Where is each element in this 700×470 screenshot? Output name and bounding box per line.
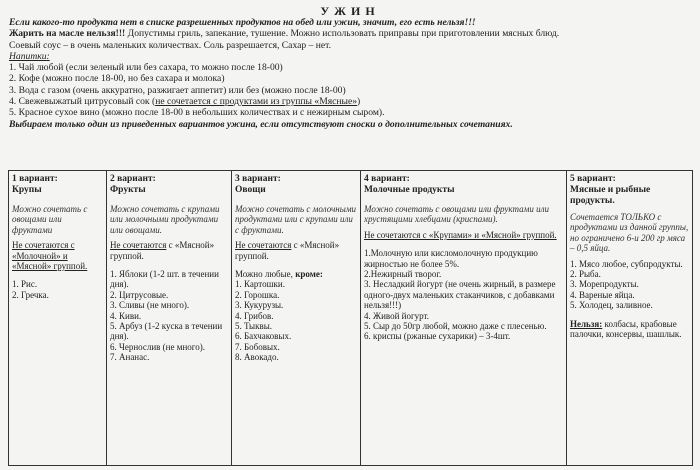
drink4-close: ) xyxy=(357,96,361,108)
forbidden-label: Нельзя: xyxy=(570,318,603,329)
list-item: 3. Несладкий йогурт (не очень жирный, в размере одного-двух маленьких стаканчиков, с добавками нельзя!!!) xyxy=(364,279,556,311)
page-title: УЖИН xyxy=(320,4,380,18)
list-item: 4. Грибов. xyxy=(235,310,274,321)
combine-note: Можно сочетать с овощами или фруктами xyxy=(12,204,88,235)
list-item: 5. Сыр до 50гр любой, можно даже с плесенью. xyxy=(364,321,547,332)
list-item: 6. Бахчаковых. xyxy=(235,331,292,342)
drink-item: 2. Кофе (можно после 18-00, но без сахара и молока) xyxy=(9,73,225,85)
list-item: 1. Мясо любое, субпродукты. xyxy=(570,258,683,269)
variant-title xyxy=(364,174,563,196)
not-combine-text: с «Мясной» группой. xyxy=(110,240,215,261)
variant-3-column xyxy=(232,171,361,466)
variant-title xyxy=(570,174,689,207)
list-item: 5. Тыквы. xyxy=(235,321,273,332)
drink-item: 1. Чай любой (если зеленый или без сахара, то можно после 18-00) xyxy=(9,62,283,74)
list-item: 4. Живой йогурт. xyxy=(364,310,430,321)
drink-item: 5. Красное сухое вино (можно после 18-00 в небольших количествах и с нежирным сыром). xyxy=(9,107,385,119)
list-item: 1. Яблоки (1-2 шт. в течении дня). xyxy=(110,269,219,290)
list-item: 7. Ананас. xyxy=(110,352,150,363)
combine-note: Можно сочетать с молочными продуктами или с крупами или с фруктами. xyxy=(235,204,357,235)
not-combine-note xyxy=(235,240,357,261)
combine-note: Можно сочетать с овощами или фруктами или хрустящими хлебцами (криспами). xyxy=(364,204,549,225)
drinks-heading: Напитки: xyxy=(9,50,50,62)
list-item: 1. Картошки. xyxy=(235,279,285,290)
intro-sauce-salt: Соевый соус – в очень маленьких количествах. Соль разрешается, Сахар – нет. xyxy=(9,39,332,51)
variant-title xyxy=(110,174,228,196)
variants-table xyxy=(8,170,693,466)
list-item: 3. Сливы (не много). xyxy=(110,300,190,311)
drink-item: 3. Вода с газом (очень аккуратно, разжигает аппетит) или без (можно после 18-00) xyxy=(9,84,346,96)
cooking-methods-text: Допустимы гриль, запекание, тушение. Можно использовать приправы при приготовлении мясных блюд. xyxy=(125,28,560,40)
allowed-lead xyxy=(235,269,357,279)
not-combine-note: Не сочетаются с «Молочной» и «Мясной» группой. xyxy=(12,240,88,272)
drink4-text: 4. Свежевыжатый цитрусовый сок ( xyxy=(9,96,156,108)
variant-2-column xyxy=(107,171,232,466)
list-item: 3. Морепродукты. xyxy=(570,279,639,290)
variant-4-column xyxy=(361,171,567,466)
list-item: 6. криспы (ржаные сухарики) – 3-4шт. xyxy=(364,331,511,342)
not-combine-label: Не сочетаются xyxy=(235,240,292,251)
variant-title-text: 1 вариант: Крупы xyxy=(12,174,58,195)
no-frying-label: Жарить на масле нельзя!!! xyxy=(9,28,126,40)
list-item: 7. Бобовых. xyxy=(235,341,280,352)
not-combine-note: Не сочетаются с «Крупами» и «Мясной» группой. xyxy=(364,229,557,240)
variant-title xyxy=(12,174,103,196)
list-item: 6. Чернослив (не много). xyxy=(110,341,205,352)
choose-one-note: Выбираем только один из приведенных вариантов ужина, если отсутствуют сноски о дополнительных сочетаниях. xyxy=(9,118,513,130)
allowed-lead-text: Можно любые, xyxy=(235,269,296,280)
list-item: 2.Нежирный творог. xyxy=(364,269,442,280)
list-item: 1.Молочную или кисломолочную продукцию жирностью не более 5%. xyxy=(364,248,538,269)
drink4-note: не сочетается с продуктами из группы «Мясные» xyxy=(155,96,358,108)
variant-5-column xyxy=(567,171,693,466)
list-item: 8. Авокадо. xyxy=(235,352,279,363)
drink-item xyxy=(9,96,691,107)
list-item: 4. Вареные яйца. xyxy=(570,289,635,300)
variant-title-text: 5 вариант: Мясные и рыбные продукты. xyxy=(570,174,651,206)
list-item: 3. Кукурузы. xyxy=(235,300,284,311)
not-combine-note xyxy=(110,240,228,261)
combine-note: Сочетается ТОЛЬКО с продуктами из данной группы, но ограничено 6-и 200 гр мяса – 0,5 яйца. xyxy=(570,212,689,254)
list-item: 2. Рыба. xyxy=(570,269,601,280)
intro-warning: Если какого-то продукта нет в списке разрешенных продуктов на обед или ужин, значит, его есть нельзя!!! xyxy=(9,17,476,28)
forbidden-text: колбасы, крабовые палочки, консервы, шашлык. xyxy=(570,318,682,340)
list-item: 4. Киви. xyxy=(110,310,142,321)
not-combine-label: Не сочетаются xyxy=(110,240,167,251)
variant-title xyxy=(235,174,357,196)
variant-1-column xyxy=(9,171,107,466)
except-label: кроме: xyxy=(295,269,323,280)
list-item: 2. Горошка. xyxy=(235,289,280,300)
list-item: 1. Рис. xyxy=(12,279,38,290)
forbidden-note xyxy=(570,319,689,340)
variant-title-text: 4 вариант: Молочные продукты xyxy=(364,174,455,195)
list-item: 5. Арбуз (1-2 куска в течении дня). xyxy=(110,321,223,342)
intro-cooking-rules xyxy=(9,28,691,39)
list-item: 2. Гречка. xyxy=(12,289,49,300)
combine-note: Можно сочетать с крупами или молочными продуктами или овощами. xyxy=(110,204,220,235)
variant-title-text: 3 вариант: Овощи xyxy=(235,174,281,195)
not-combine-text: с «Мясной» группой. xyxy=(235,240,340,261)
list-item: 2. Цитрусовые. xyxy=(110,289,169,300)
variant-title-text: 2 вариант: Фрукты xyxy=(110,174,156,195)
intro-block xyxy=(9,17,691,130)
list-item: 5. Холодец, заливное. xyxy=(570,300,653,311)
